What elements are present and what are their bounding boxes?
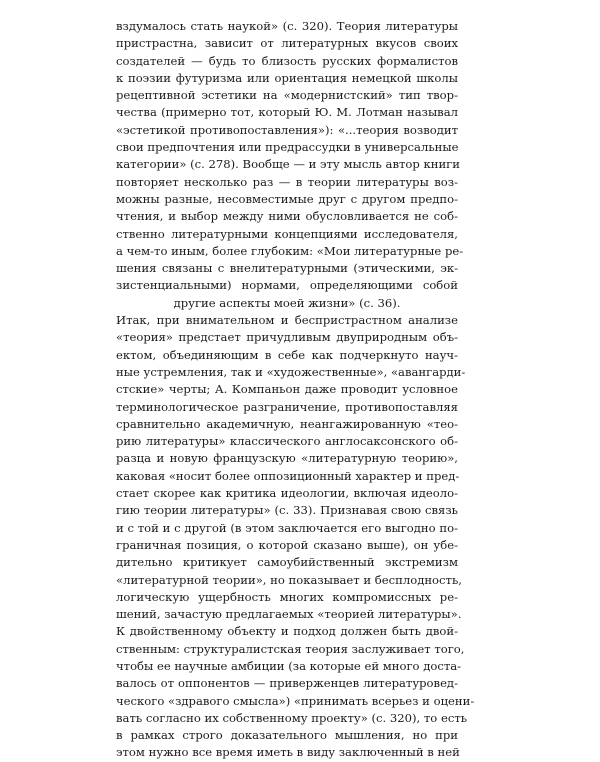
body-text <box>116 18 475 762</box>
text-line: можны разные, несовместимые друг с другом предпо- <box>116 191 458 206</box>
text-line: к поэзии футуризма или ориентация немецкой школы <box>116 70 458 85</box>
text-line: зистенциальными) нормами, определяющими собой <box>116 278 458 293</box>
text-line: «теория» предстает причудливым двуприродным объ- <box>116 330 458 345</box>
paragraph-start-line: Итак, при внимательном и беспристрастном анализе <box>116 313 458 328</box>
text-line: чтения, и выбор между ними обусловливается не соб- <box>116 209 458 224</box>
text-line: терминологическое разграничение, противопоставляя <box>116 399 458 414</box>
text-line: пристрастна, зависит от литературных вкусов своих <box>116 36 458 51</box>
text-line: граничная позиция, о которой сказано выше), он убе- <box>116 537 458 552</box>
text-line: каковая «носит более оппозиционный характер и пред- <box>116 468 460 483</box>
text-line: «литературной теории», но показывает и бесплодность, <box>116 572 462 587</box>
text-line: шений, зачастую предлагаемых «теорией литературы». <box>116 607 462 622</box>
text-line: ственным: структуралистская теория заслуживает того, <box>116 641 465 656</box>
text-line: вать согласно их собственному проекту» (с. 320), то есть <box>116 710 468 725</box>
text-line: категории» (с. 278). Вообще — и эту мысль автор книги <box>116 157 460 172</box>
text-line: «эстетикой противопоставления»): «...теория возводит <box>116 122 458 137</box>
text-line: К двойственному объекту и подход должен быть двой- <box>116 624 458 639</box>
text-line: ные устремления, так и «художественные», «авангарди- <box>116 364 466 379</box>
text-line: чтобы ее научные амбиции (за которые ей много доста- <box>116 658 462 673</box>
text-line: повторяет несколько раз — в теории литературы воз- <box>116 174 458 189</box>
text-line: ектом, объединяющим в себе как подчеркнуто науч- <box>116 347 458 362</box>
text-line: а чем-то иным, более глубоким: «Мои литературные ре- <box>116 243 464 258</box>
text-line: ственно литературными концепциями исследователя, <box>116 226 458 241</box>
text-line: дительно критикует самоубийственный экстремизм <box>116 555 458 570</box>
text-line: ческого «здравого смысла») «принимать всерьез и оцени- <box>116 693 475 708</box>
text-line: гию теории литературы» (с. 33). Признавая свою связь <box>116 503 458 518</box>
text-line: создателей — будь то близость русских формалистов <box>116 53 458 68</box>
text-line: свои предпочтения или предрассудки в универсальные <box>116 140 459 155</box>
text-line: чества (примерно тот, который Ю. М. Лотман называл <box>116 105 458 120</box>
text-line: и с той и с другой (в этом заключается его выгодно по- <box>116 520 458 535</box>
text-line: рецептивной эстетики на «модернистский» тип твор- <box>116 88 458 103</box>
text-line: стает скорее как критика идеологии, включая идеоло- <box>116 486 458 501</box>
text-line: этом нужно все время иметь в виду заключенный в ней <box>116 745 460 760</box>
text-line: сравнительно академичную, неангажированную «тео- <box>116 416 458 431</box>
text-line: шения связаны с внелитературными (этическими, эк- <box>116 261 458 276</box>
text-line: валось от оппонентов — приверженцев литературовед- <box>116 676 458 691</box>
text-line: стские» черты; А. Компаньон даже проводит условное <box>116 382 458 397</box>
text-line: логическую ущербность многих компромиссных ре- <box>116 589 458 604</box>
text-line: в рамках строго доказательного мышления, но при <box>116 728 458 743</box>
text-line: вздумалось стать наукой» (с. 320). Теория литературы <box>116 19 458 33</box>
text-line: разца и новую французскую «литературную теорию», <box>116 451 458 466</box>
paragraph-end-line: другие аспекты моей жизни» (с. 36). <box>173 295 401 310</box>
text-line: рию литературы» классического англосаксонского об- <box>116 434 458 449</box>
